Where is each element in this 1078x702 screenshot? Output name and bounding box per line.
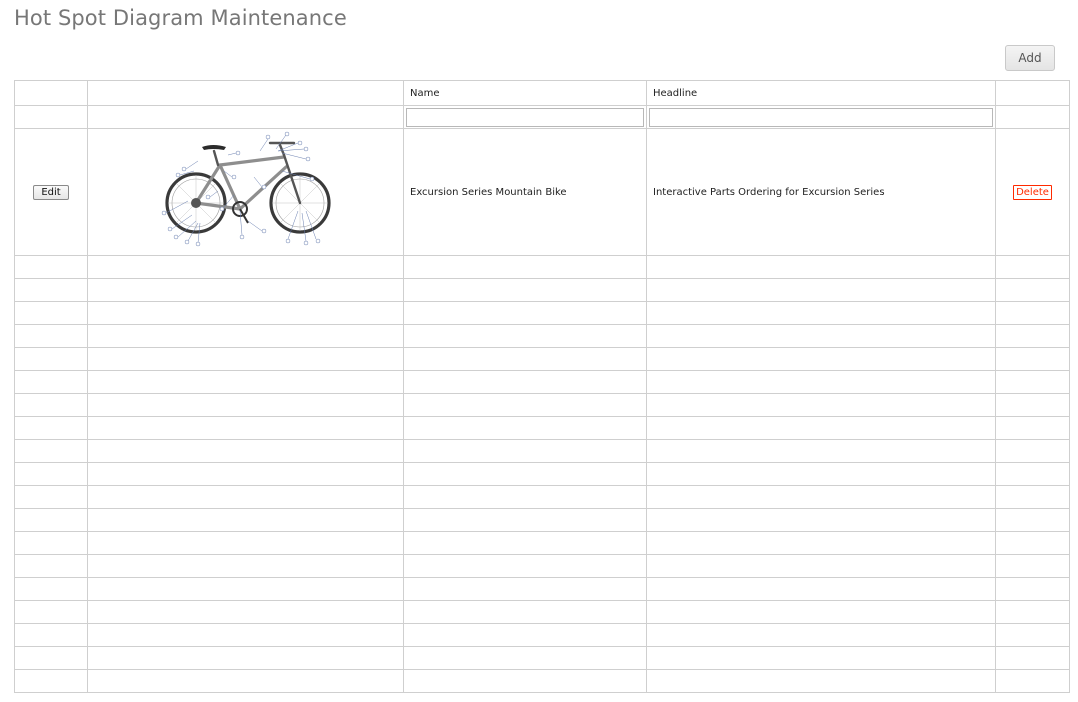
empty-cell <box>404 532 647 555</box>
empty-cell <box>996 279 1070 302</box>
header-image <box>88 81 404 106</box>
empty-table-row <box>15 578 1070 601</box>
filter-cell-headline <box>647 106 996 129</box>
delete-cell <box>996 129 1070 256</box>
empty-cell <box>404 670 647 693</box>
edit-button[interactable]: Edit <box>33 185 68 200</box>
empty-cell <box>996 509 1070 532</box>
headline-cell: Interactive Parts Ordering for Excursion Series <box>647 129 996 256</box>
empty-cell <box>88 532 404 555</box>
empty-cell <box>404 486 647 509</box>
empty-cell <box>647 325 996 348</box>
empty-cell <box>404 394 647 417</box>
empty-cell <box>88 601 404 624</box>
empty-cell <box>88 417 404 440</box>
empty-cell <box>15 532 88 555</box>
empty-cell <box>647 394 996 417</box>
empty-cell <box>15 509 88 532</box>
empty-cell <box>404 601 647 624</box>
empty-cell <box>88 578 404 601</box>
empty-cell <box>996 440 1070 463</box>
empty-table-row <box>15 302 1070 325</box>
empty-cell <box>15 647 88 670</box>
empty-cell <box>88 670 404 693</box>
empty-cell <box>996 578 1070 601</box>
bicycle-diagram-image <box>158 131 334 253</box>
empty-cell <box>996 417 1070 440</box>
empty-cell <box>404 555 647 578</box>
diagram-table <box>14 80 1070 693</box>
empty-cell <box>647 463 996 486</box>
empty-table-row <box>15 532 1070 555</box>
filter-cell-empty <box>88 106 404 129</box>
empty-cell <box>996 647 1070 670</box>
empty-cell <box>647 279 996 302</box>
empty-cell <box>647 348 996 371</box>
empty-cell <box>15 325 88 348</box>
empty-cell <box>88 486 404 509</box>
empty-table-row <box>15 325 1070 348</box>
empty-cell <box>88 647 404 670</box>
name-filter-input[interactable] <box>406 108 644 127</box>
empty-cell <box>88 555 404 578</box>
empty-cell <box>15 486 88 509</box>
empty-cell <box>996 348 1070 371</box>
table-header-row <box>15 81 1070 106</box>
empty-cell <box>88 394 404 417</box>
headline-filter-input[interactable] <box>649 108 993 127</box>
delete-button[interactable]: Delete <box>1013 185 1052 200</box>
header-delete <box>996 81 1070 106</box>
empty-cell <box>88 624 404 647</box>
empty-cell <box>404 463 647 486</box>
empty-cell <box>88 302 404 325</box>
add-button[interactable]: Add <box>1005 45 1055 71</box>
empty-cell <box>647 601 996 624</box>
empty-cell <box>647 256 996 279</box>
empty-table-row <box>15 670 1070 693</box>
empty-cell <box>15 371 88 394</box>
empty-table-row <box>15 601 1070 624</box>
empty-table-row <box>15 371 1070 394</box>
empty-cell <box>996 371 1070 394</box>
empty-cell <box>996 486 1070 509</box>
empty-cell <box>404 279 647 302</box>
empty-cell <box>647 624 996 647</box>
empty-cell <box>88 509 404 532</box>
empty-cell <box>647 302 996 325</box>
empty-cell <box>404 348 647 371</box>
empty-table-row <box>15 624 1070 647</box>
empty-cell <box>647 555 996 578</box>
empty-cell <box>647 509 996 532</box>
empty-cell <box>15 417 88 440</box>
empty-table-row <box>15 394 1070 417</box>
empty-cell <box>88 279 404 302</box>
empty-cell <box>647 417 996 440</box>
empty-cell <box>996 670 1070 693</box>
empty-table-row <box>15 463 1070 486</box>
empty-cell <box>88 371 404 394</box>
empty-cell <box>88 440 404 463</box>
edit-cell <box>15 129 88 256</box>
empty-cell <box>404 647 647 670</box>
header-name[interactable]: Name <box>404 81 647 106</box>
empty-cell <box>15 440 88 463</box>
empty-cell <box>647 670 996 693</box>
empty-table-row <box>15 509 1070 532</box>
empty-cell <box>88 325 404 348</box>
empty-cell <box>15 302 88 325</box>
filter-cell-empty <box>996 106 1070 129</box>
empty-cell <box>996 601 1070 624</box>
empty-table-row <box>15 440 1070 463</box>
empty-cell <box>88 256 404 279</box>
filter-row <box>15 106 1070 129</box>
empty-cell <box>88 348 404 371</box>
empty-cell <box>15 601 88 624</box>
table-row <box>15 129 1070 256</box>
empty-cell <box>996 624 1070 647</box>
empty-cell <box>404 325 647 348</box>
empty-cell <box>15 394 88 417</box>
header-actions <box>15 81 88 106</box>
empty-cell <box>15 624 88 647</box>
empty-cell <box>996 394 1070 417</box>
empty-cell <box>15 256 88 279</box>
empty-cell <box>647 371 996 394</box>
header-headline[interactable]: Headline <box>647 81 996 106</box>
empty-cell <box>15 463 88 486</box>
empty-cell <box>647 486 996 509</box>
empty-cell <box>15 555 88 578</box>
empty-cell <box>404 256 647 279</box>
image-cell <box>88 129 404 256</box>
empty-cell <box>404 509 647 532</box>
empty-cell <box>647 647 996 670</box>
filter-cell-name <box>404 106 647 129</box>
empty-table-row <box>15 486 1070 509</box>
empty-table-row <box>15 417 1070 440</box>
empty-table-row <box>15 555 1070 578</box>
empty-cell <box>15 578 88 601</box>
page-title: Hot Spot Diagram Maintenance <box>14 6 347 30</box>
empty-cell <box>996 302 1070 325</box>
empty-cell <box>996 463 1070 486</box>
empty-table-row <box>15 647 1070 670</box>
empty-cell <box>15 670 88 693</box>
empty-cell <box>404 371 647 394</box>
empty-cell <box>404 624 647 647</box>
empty-cell <box>404 417 647 440</box>
empty-table-row <box>15 279 1070 302</box>
empty-cell <box>996 555 1070 578</box>
empty-cell <box>996 532 1070 555</box>
empty-cell <box>996 325 1070 348</box>
empty-cell <box>88 463 404 486</box>
filter-cell-empty <box>15 106 88 129</box>
empty-cell <box>647 532 996 555</box>
empty-table-row <box>15 348 1070 371</box>
empty-cell <box>15 348 88 371</box>
empty-cell <box>15 279 88 302</box>
empty-cell <box>404 302 647 325</box>
name-cell: Excursion Series Mountain Bike <box>404 129 647 256</box>
empty-cell <box>404 578 647 601</box>
empty-cell <box>647 578 996 601</box>
empty-table-row <box>15 256 1070 279</box>
empty-cell <box>647 440 996 463</box>
empty-cell <box>996 256 1070 279</box>
empty-cell <box>404 440 647 463</box>
